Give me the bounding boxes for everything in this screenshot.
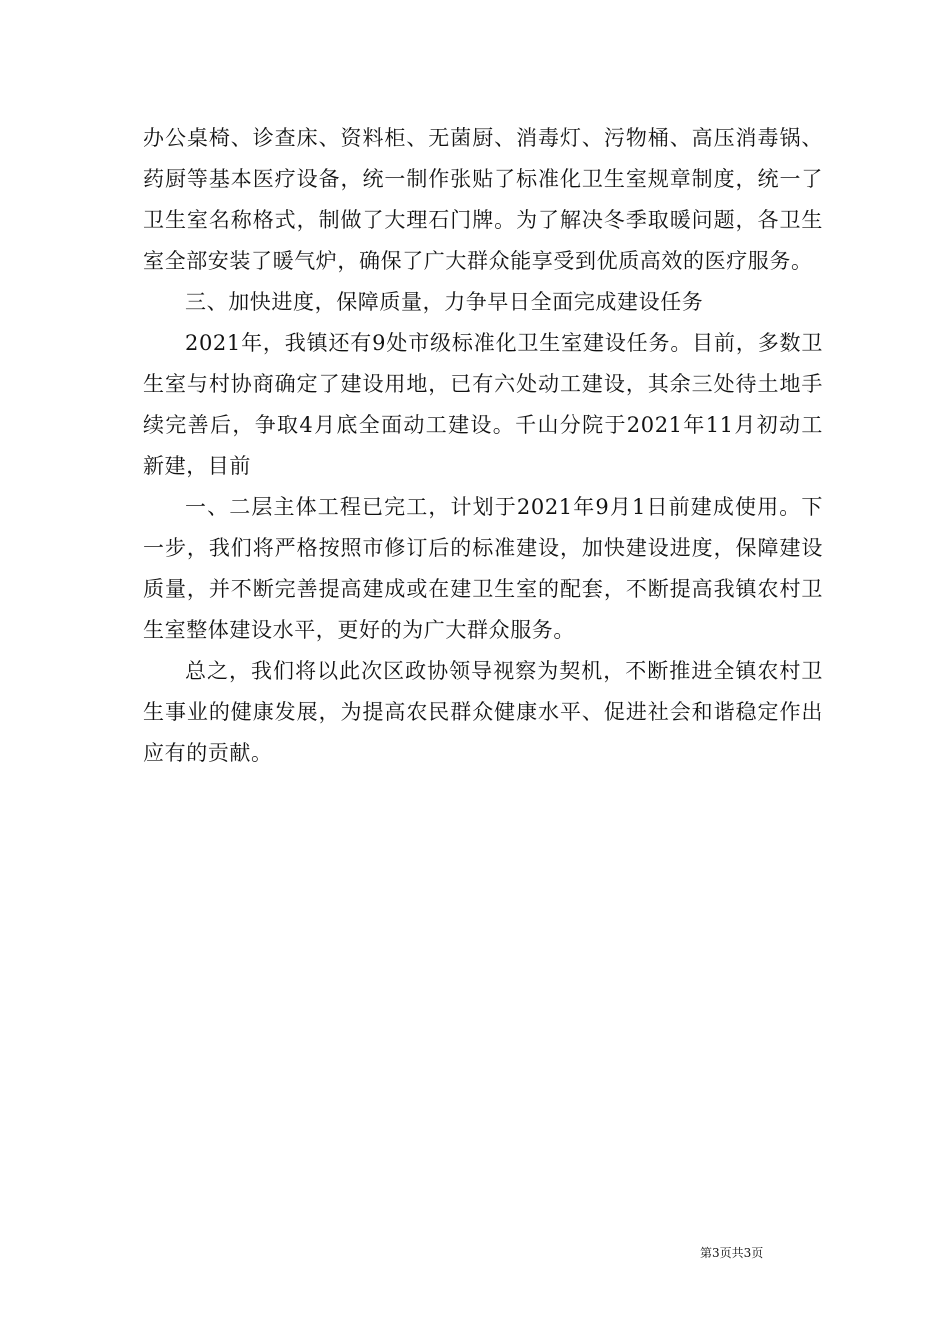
paragraph-conclusion: 总之，我们将以此次区政协领导视察为契机，不断推进全镇农村卫生事业的健康发展，为提高农民群众健康水平、促进社会和谐稳定作出应有的贡献。	[143, 659, 823, 765]
document-body	[143, 118, 823, 774]
paragraph-main-project: 一、二层主体工程已完工，计划于2021年9月1日前建成使用。下一步，我们将严格按照市修订后的标准建设，加快建设进度，保障建设质量，并不断完善提高建成或在建卫生室的配套，不断提高我镇农村卫生室整体建设水平，更好的为广大群众服务。	[143, 495, 823, 642]
paragraph-equipment: 办公桌椅、诊查床、资料柜、无菌厨、消毒灯、污物桶、高压消毒锅、药厨等基本医疗设备，统一制作张贴了标准化卫生室规章制度，统一了卫生室名称格式，制做了大理石门牌。为了解决冬季取暖问题，各卫生室全部安装了暖气炉，确保了广大群众能享受到优质高效的医疗服务。	[143, 126, 823, 273]
section-heading-three: 三、加快进度，保障质量，力争早日全面完成建设任务	[185, 290, 704, 314]
page-number-footer: 第3页共3页	[700, 1246, 764, 1260]
paragraph-construction-tasks: 2021年，我镇还有9处市级标准化卫生室建设任务。目前，多数卫生室与村协商确定了建设用地，已有六处动工建设，其余三处待土地手续完善后，争取4月底全面动工建设。千山分院于2021年11月初动工新建，目前	[143, 331, 823, 478]
